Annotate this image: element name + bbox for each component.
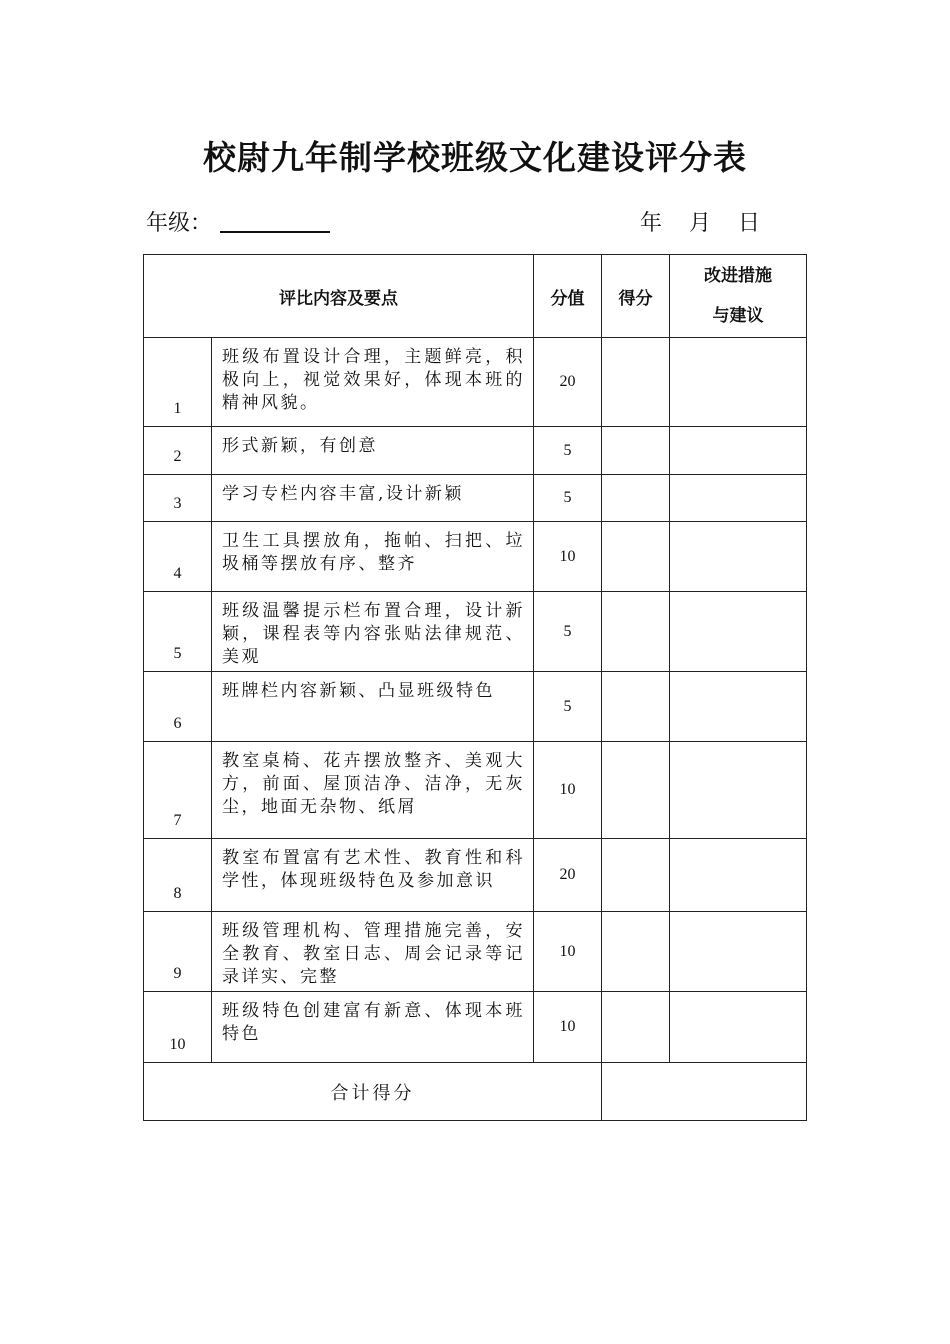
- row-score-value: 5: [534, 672, 602, 742]
- grade-label: 年级：: [146, 211, 213, 236]
- row-obtained-cell[interactable]: [602, 522, 670, 592]
- row-content: 教室桌椅、花卉摆放整齐、美观大方，前面、屋顶洁净、洁净，无灰尘，地面无杂物、纸屑: [212, 742, 534, 839]
- row-number: 7: [144, 742, 212, 839]
- table-row: [144, 992, 807, 1063]
- row-content: 班级特色创建富有新意、体现本班特色: [212, 992, 534, 1063]
- table-header-row: [144, 255, 807, 338]
- row-suggestion-cell[interactable]: [670, 992, 807, 1063]
- row-score-value: 20: [534, 839, 602, 912]
- table-row: [144, 912, 807, 992]
- total-label: 合计得分: [144, 1063, 602, 1121]
- table-row: [144, 592, 807, 672]
- row-number: 10: [144, 992, 212, 1063]
- row-number: 9: [144, 912, 212, 992]
- header-content: 评比内容及要点: [144, 255, 534, 338]
- row-score-value: 10: [534, 742, 602, 839]
- row-score-value: 5: [534, 427, 602, 475]
- table-row: [144, 839, 807, 912]
- row-obtained-cell[interactable]: [602, 427, 670, 475]
- row-content: 学习专栏内容丰富,设计新颖: [212, 475, 534, 522]
- row-suggestion-cell[interactable]: [670, 672, 807, 742]
- table-row: [144, 338, 807, 427]
- row-score-value: 20: [534, 338, 602, 427]
- row-score-value: 10: [534, 912, 602, 992]
- scoring-table: [143, 254, 807, 1121]
- table-row: [144, 672, 807, 742]
- document-title: 校尉九年制学校班级文化建设评分表: [203, 138, 747, 177]
- row-obtained-cell[interactable]: [602, 839, 670, 912]
- row-number: 6: [144, 672, 212, 742]
- row-suggestion-cell[interactable]: [670, 427, 807, 475]
- row-content: 班级管理机构、管理措施完善，安全教育、教室日志、周会记录等记录详实、完整: [212, 912, 534, 992]
- row-number: 3: [144, 475, 212, 522]
- table-row: [144, 427, 807, 475]
- row-obtained-cell[interactable]: [602, 912, 670, 992]
- row-suggestion-cell[interactable]: [670, 592, 807, 672]
- header-suggestion-line2: 与建议: [712, 306, 764, 326]
- row-suggestion-cell[interactable]: [670, 522, 807, 592]
- header-suggestion-line1: 改进措施: [704, 266, 772, 286]
- row-suggestion-cell[interactable]: [670, 742, 807, 839]
- row-content: 形式新颖，有创意: [212, 427, 534, 475]
- table-row: [144, 522, 807, 592]
- row-content: 班级布置设计合理，主题鲜亮，积极向上，视觉效果好，体现本班的精神风貌。: [212, 338, 534, 427]
- row-number: 2: [144, 427, 212, 475]
- row-obtained-cell[interactable]: [602, 592, 670, 672]
- row-suggestion-cell[interactable]: [670, 912, 807, 992]
- row-suggestion-cell[interactable]: [670, 475, 807, 522]
- row-content: 班级温馨提示栏布置合理，设计新颖，课程表等内容张贴法律规范、美观: [212, 592, 534, 672]
- row-number: 4: [144, 522, 212, 592]
- header-score: 分值: [534, 255, 602, 338]
- row-obtained-cell[interactable]: [602, 742, 670, 839]
- header-suggestion: [670, 255, 807, 338]
- date-label: 年 月 日: [640, 211, 760, 236]
- total-row: [144, 1063, 807, 1121]
- row-number: 5: [144, 592, 212, 672]
- row-score-value: 10: [534, 522, 602, 592]
- grade-blank-line[interactable]: [220, 231, 330, 233]
- row-content: 班牌栏内容新颖、凸显班级特色: [212, 672, 534, 742]
- row-suggestion-cell[interactable]: [670, 338, 807, 427]
- row-content: 卫生工具摆放角，拖帕、扫把、垃圾桶等摆放有序、整齐: [212, 522, 534, 592]
- row-obtained-cell[interactable]: [602, 475, 670, 522]
- table-row: [144, 742, 807, 839]
- row-obtained-cell[interactable]: [602, 672, 670, 742]
- row-content: 教室布置富有艺术性、教育性和科学性，体现班级特色及参加意识: [212, 839, 534, 912]
- row-score-value: 5: [534, 592, 602, 672]
- header-obtained: 得分: [602, 255, 670, 338]
- total-score-cell[interactable]: [602, 1063, 807, 1121]
- row-number: 1: [144, 338, 212, 427]
- row-number: 8: [144, 839, 212, 912]
- row-obtained-cell[interactable]: [602, 338, 670, 427]
- row-score-value: 5: [534, 475, 602, 522]
- row-suggestion-cell[interactable]: [670, 839, 807, 912]
- row-obtained-cell[interactable]: [602, 992, 670, 1063]
- table-row: [144, 475, 807, 522]
- row-score-value: 10: [534, 992, 602, 1063]
- table-body: [144, 338, 807, 1063]
